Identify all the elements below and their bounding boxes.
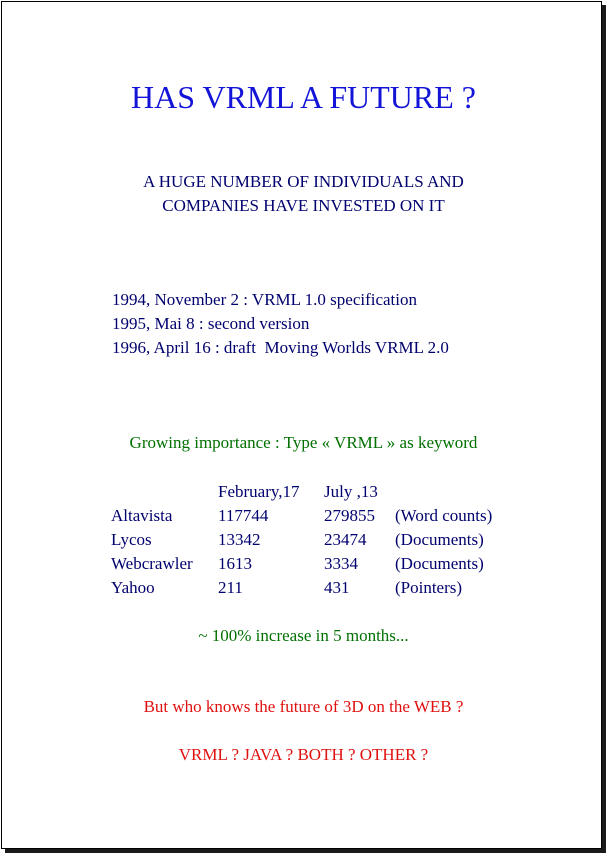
slide-title: HAS VRML A FUTURE ? xyxy=(131,79,476,115)
growing-importance-text: Growing importance : Type « VRML » as keyword xyxy=(129,433,478,452)
table-row xyxy=(107,528,497,552)
table-cell: 1613 xyxy=(218,554,252,573)
history-item-1996: 1996, April 16 : draft Moving Worlds VRML 2.0 xyxy=(112,338,449,357)
subtitle-line-1: A HUGE NUMBER OF INDIVIDUALS AND xyxy=(143,172,464,191)
table-row xyxy=(107,504,497,528)
table-cell: Lycos xyxy=(111,530,152,549)
table-header-row xyxy=(107,480,497,504)
table-header-cell xyxy=(107,480,214,504)
table-cell: (Documents) xyxy=(395,554,484,573)
table-cell: 13342 xyxy=(218,530,261,549)
table-header-cell: February,17 xyxy=(218,482,300,501)
table-cell: 3334 xyxy=(324,554,358,573)
table-cell: Yahoo xyxy=(111,578,155,597)
search-engine-table xyxy=(107,480,497,600)
slide-frame xyxy=(1,1,602,849)
table-cell: (Pointers) xyxy=(395,578,463,597)
history-item-1994: 1994, November 2 : VRML 1.0 specification xyxy=(112,290,418,309)
table-cell: 211 xyxy=(218,578,243,597)
table-row xyxy=(107,552,497,576)
table-cell: 23474 xyxy=(324,530,367,549)
history-item-1995: 1995, Mai 8 : second version xyxy=(112,314,310,333)
table-cell: 431 xyxy=(324,578,350,597)
table-cell: 279855 xyxy=(324,506,375,525)
table-cell: 117744 xyxy=(218,506,269,525)
subtitle-line-2: COMPANIES HAVE INVESTED ON IT xyxy=(162,196,445,215)
table-header-cell xyxy=(391,480,497,504)
options-question: VRML ? JAVA ? BOTH ? OTHER ? xyxy=(178,745,429,764)
table-cell: Webcrawler xyxy=(111,554,193,573)
table-cell: Altavista xyxy=(111,506,173,525)
table-row xyxy=(107,576,497,600)
table-cell: (Documents) xyxy=(395,530,484,549)
table-cell: (Word counts) xyxy=(395,506,493,525)
table-header-cell: July ,13 xyxy=(324,482,378,501)
future-question: But who knows the future of 3D on the WEB ? xyxy=(143,697,464,716)
increase-text: ~ 100% increase in 5 months... xyxy=(198,626,409,645)
